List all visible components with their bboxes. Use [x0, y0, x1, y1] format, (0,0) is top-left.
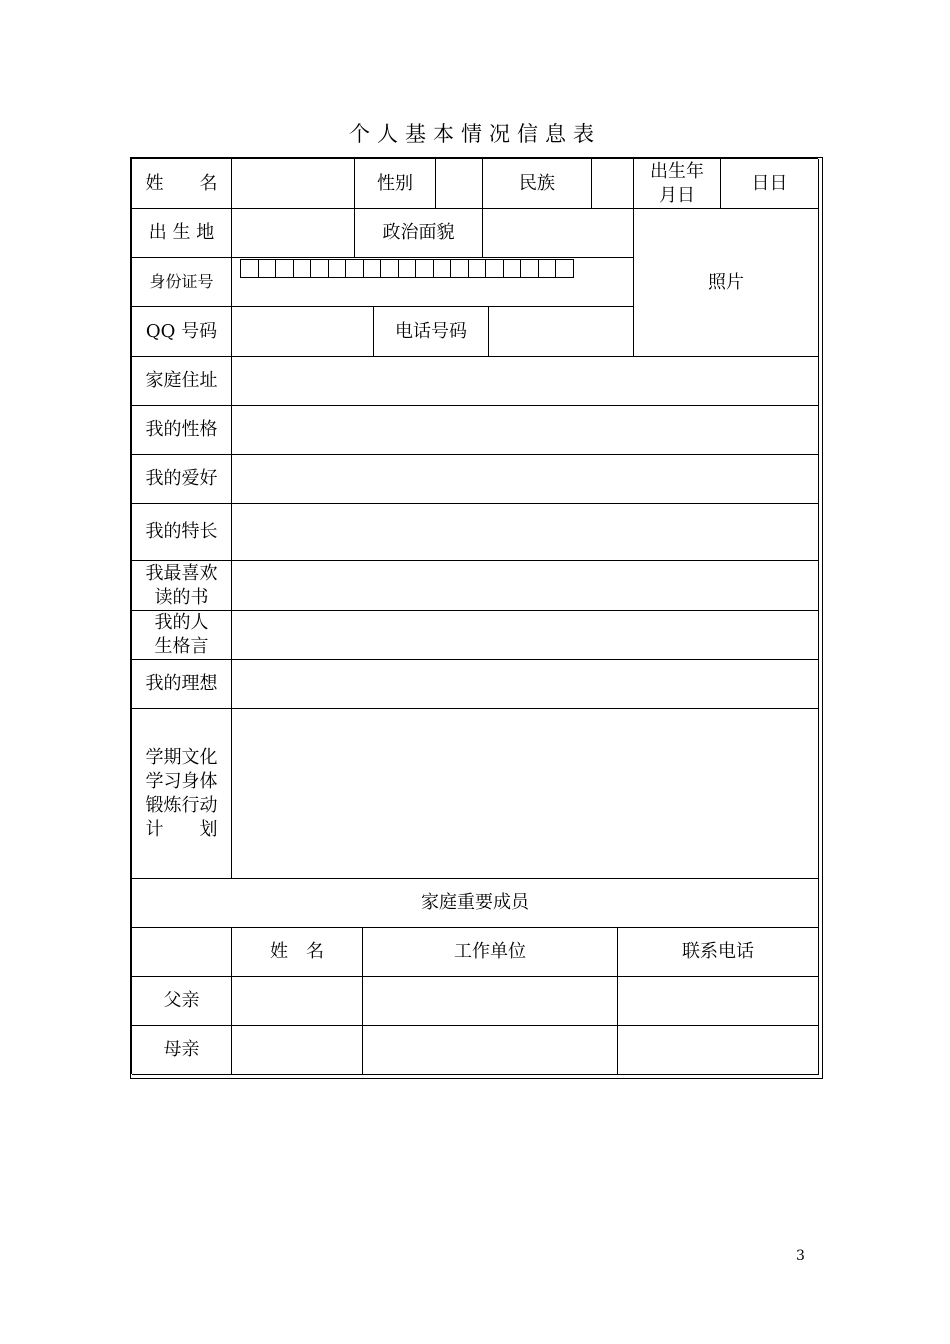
label-political: 政治面貌 — [355, 209, 483, 258]
father-name-field[interactable] — [232, 977, 363, 1026]
label-motto-line2: 生格言 — [154, 636, 209, 657]
family-header-workplace: 工作单位 — [363, 928, 618, 977]
id-digit-box[interactable] — [520, 259, 539, 278]
motto-field[interactable] — [232, 611, 819, 660]
label-fav-book-line2: 读的书 — [154, 586, 209, 608]
id-digit-box[interactable] — [415, 259, 434, 278]
label-fav-book-line1: 我最喜欢 — [145, 562, 218, 584]
label-plan-line2: 学习身体 — [145, 770, 218, 792]
label-hobby: 我的爱好 — [132, 455, 232, 504]
id-digit-box[interactable] — [485, 259, 504, 278]
id-digit-box[interactable] — [450, 259, 469, 278]
family-header-name: 姓 名 — [232, 928, 363, 977]
mother-name-field[interactable] — [232, 1026, 363, 1075]
page-number: 3 — [796, 1248, 805, 1264]
label-fav-book — [132, 561, 232, 611]
id-digit-box[interactable] — [328, 259, 347, 278]
label-qq: QQ 号码 — [132, 307, 232, 357]
hobby-field[interactable] — [232, 455, 819, 504]
label-ethnicity: 民族 — [483, 159, 592, 209]
info-form-frame — [130, 157, 823, 1079]
id-digit-box[interactable] — [503, 259, 522, 278]
label-plan-line1: 学期文化 — [145, 746, 218, 768]
label-motto — [132, 611, 232, 660]
id-digit-box[interactable] — [538, 259, 557, 278]
label-name: 姓 名 — [132, 159, 232, 209]
label-birth-date-line1: 出生年 — [650, 160, 704, 182]
phone-field[interactable] — [489, 307, 634, 357]
label-address: 家庭住址 — [132, 357, 232, 406]
label-ideal: 我的理想 — [132, 660, 232, 709]
id-digit-box[interactable] — [555, 259, 574, 278]
gender-field[interactable] — [436, 159, 483, 209]
id-digit-box[interactable] — [398, 259, 417, 278]
family-header-blank — [132, 928, 232, 977]
fav-book-field[interactable] — [232, 561, 819, 611]
label-plan-line4: 计 划 — [145, 818, 218, 840]
birth-date-field[interactable]: 日日 — [721, 159, 819, 209]
plan-field[interactable] — [232, 709, 819, 879]
specialty-field[interactable] — [232, 504, 819, 561]
id-number-field[interactable] — [232, 258, 634, 307]
label-plan — [132, 709, 232, 879]
id-digit-box[interactable] — [363, 259, 382, 278]
label-personality: 我的性格 — [132, 406, 232, 455]
label-motto-line1: 我的人 — [154, 612, 209, 633]
father-workplace-field[interactable] — [363, 977, 618, 1026]
id-digit-box[interactable] — [240, 259, 259, 278]
family-section-title: 家庭重要成员 — [132, 879, 819, 928]
address-field[interactable] — [232, 357, 819, 406]
id-digit-box[interactable] — [293, 259, 312, 278]
label-phone: 电话号码 — [374, 307, 489, 357]
id-digit-box[interactable] — [433, 259, 452, 278]
father-phone-field[interactable] — [618, 977, 819, 1026]
birthplace-field[interactable] — [232, 209, 355, 258]
form-title: 个人基本情况信息表 — [349, 122, 601, 146]
qq-field[interactable] — [232, 307, 374, 357]
photo-box[interactable]: 照片 — [634, 209, 819, 357]
mother-workplace-field[interactable] — [363, 1026, 618, 1075]
label-birthplace: 出 生 地 — [132, 209, 232, 258]
id-digit-box[interactable] — [310, 259, 329, 278]
family-header-phone: 联系电话 — [618, 928, 819, 977]
label-birth-date — [634, 159, 721, 209]
label-specialty: 我的特长 — [132, 504, 232, 561]
id-digit-box[interactable] — [345, 259, 364, 278]
ideal-field[interactable] — [232, 660, 819, 709]
label-id-number: 身份证号 — [132, 258, 232, 307]
id-digit-boxes — [240, 259, 573, 278]
label-plan-line3: 锻炼行动 — [145, 794, 218, 816]
mother-phone-field[interactable] — [618, 1026, 819, 1075]
personality-field[interactable] — [232, 406, 819, 455]
name-field[interactable] — [232, 159, 355, 209]
id-digit-box[interactable] — [275, 259, 294, 278]
political-field[interactable] — [483, 209, 634, 258]
id-digit-box[interactable] — [258, 259, 277, 278]
id-digit-box[interactable] — [380, 259, 399, 278]
ethnicity-field[interactable] — [592, 159, 634, 209]
id-digit-box[interactable] — [468, 259, 487, 278]
info-form-grid — [131, 158, 818, 1074]
family-row-father: 父亲 — [132, 977, 232, 1026]
family-row-mother: 母亲 — [132, 1026, 232, 1075]
label-gender: 性别 — [355, 159, 436, 209]
label-birth-date-line2: 月日 — [659, 184, 695, 206]
